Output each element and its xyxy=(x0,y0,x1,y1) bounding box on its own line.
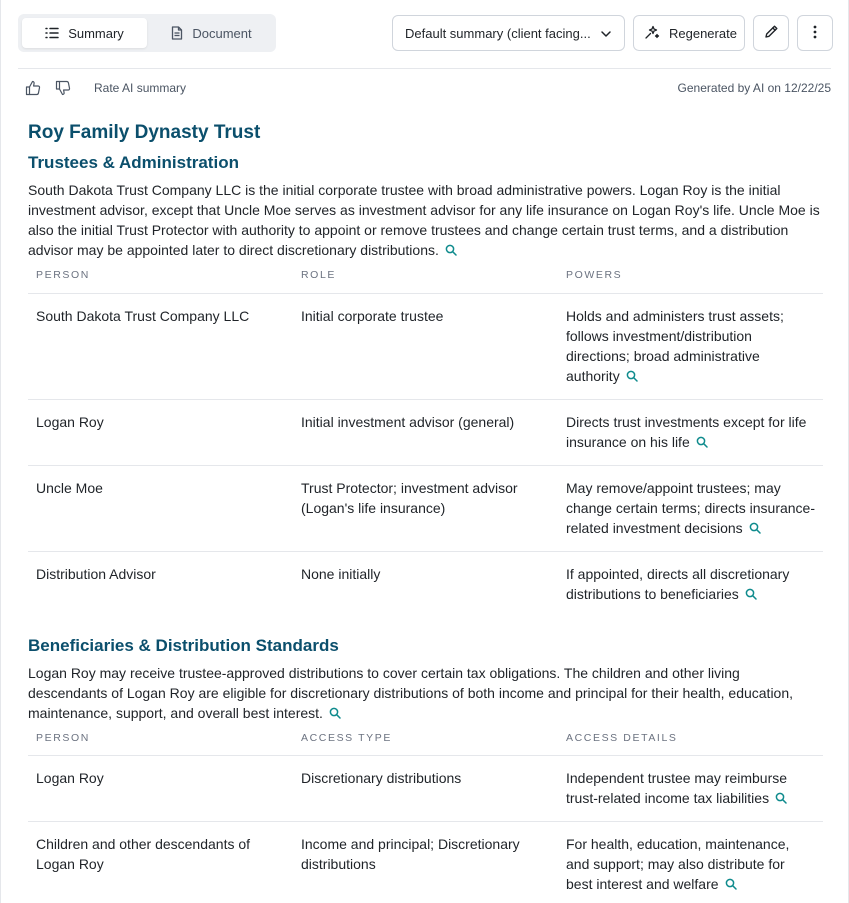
summary-type-select[interactable] xyxy=(392,15,625,51)
section-paragraph xyxy=(28,180,823,261)
search-icon[interactable] xyxy=(775,789,787,809)
chevron-down-icon xyxy=(600,26,612,41)
table-cell: Uncle Moe xyxy=(28,465,293,551)
table-cell xyxy=(558,756,823,822)
column-header: ACCESS TYPE xyxy=(293,732,558,756)
tab-summary-label: Summary xyxy=(68,25,124,41)
table-cell-text: May remove/appoint trustees; may change certain terms; directs insurance-related investment decisions xyxy=(566,479,815,536)
table-row xyxy=(28,551,823,617)
beneficiaries-table xyxy=(28,732,823,903)
list-icon xyxy=(45,27,59,39)
table-cell: Initial investment advisor (general) xyxy=(293,399,558,465)
table-cell xyxy=(558,822,823,903)
table-cell-text: If appointed, directs all discretionary distributions to beneficiaries xyxy=(566,565,790,602)
generated-timestamp: Generated by AI on 12/22/25 xyxy=(677,81,831,95)
table-cell-text: For health, education, maintenance, and support; may also distribute for best interest and welfare xyxy=(566,836,790,892)
table-cell: None initially xyxy=(301,565,381,582)
table-cell: Trust Protector; investment advisor (Logan's life insurance) xyxy=(293,465,558,551)
search-icon[interactable] xyxy=(745,585,757,605)
trustees-table xyxy=(28,269,823,617)
rating-bar xyxy=(25,78,831,98)
summary-title: Roy Family Dynasty Trust xyxy=(28,122,261,143)
column-header: POWERS xyxy=(558,269,823,293)
view-tabs xyxy=(18,14,276,52)
table-cell: Income and principal; Discretionary distributions xyxy=(301,836,520,872)
summary-content xyxy=(28,120,823,903)
document-icon xyxy=(171,26,183,40)
regenerate-button[interactable] xyxy=(633,15,745,51)
more-vertical-icon xyxy=(813,25,817,42)
thumbs-down-icon[interactable] xyxy=(55,80,71,96)
table-cell: Children and other descendants of Logan Roy xyxy=(36,836,251,872)
more-options-button[interactable] xyxy=(797,15,833,51)
table-cell: Distribution Advisor xyxy=(36,565,156,582)
table-header-row xyxy=(28,732,823,756)
table-cell xyxy=(558,293,823,399)
table-row xyxy=(28,756,823,822)
section-paragraph-text: Logan Roy may receive trustee-approved distributions to cover certain tax obligations. The children and other living descendants of Logan Roy are eligible for discretionary distributions of both income and principal for their health, education, maintenance, support, and overall best interest. xyxy=(28,664,794,721)
table-cell: Initial corporate trustee xyxy=(293,293,558,399)
edit-button[interactable] xyxy=(753,15,789,51)
table-cell xyxy=(558,399,823,465)
search-icon[interactable] xyxy=(626,367,638,387)
table-cell: Discretionary distributions xyxy=(293,756,558,822)
toolbar xyxy=(18,14,831,52)
section-heading: Beneficiaries & Distribution Standards xyxy=(28,635,339,655)
search-icon[interactable] xyxy=(445,241,457,261)
section-paragraph xyxy=(28,663,823,724)
tab-summary[interactable] xyxy=(22,18,147,48)
table-cell-text: Independent trustee may reimburse trust-related income tax liabilities xyxy=(566,770,788,806)
tab-document[interactable] xyxy=(151,18,272,48)
rate-ai-summary-label: Rate AI summary xyxy=(94,81,187,95)
section-paragraph-text: South Dakota Trust Company LLC is the initial corporate trustee with broad administrative powers. Logan Roy is the initial investment advisor, except that Uncle Moe serves as investment advisor for any life insurance on Logan Roy's life. Uncle Moe is also the initial Trust Protector with authority to appoint or remove trustees and change certain trust terms, and a distribution advisor may be appointed later to direct discretionary distributions. xyxy=(28,182,820,258)
column-header: PERSON xyxy=(28,732,293,756)
table-row xyxy=(28,465,823,551)
thumbs-up-icon[interactable] xyxy=(25,80,41,96)
table-cell xyxy=(558,465,823,551)
column-header: PERSON xyxy=(28,269,293,293)
section-heading: Trustees & Administration xyxy=(28,153,239,172)
table-cell: South Dakota Trust Company LLC xyxy=(28,293,293,399)
column-header: ROLE xyxy=(293,269,558,293)
regenerate-label: Regenerate xyxy=(669,25,737,41)
sparkle-icon xyxy=(644,24,660,43)
table-cell: Logan Roy xyxy=(28,399,293,465)
summary-type-value: Default summary (client facing... xyxy=(405,25,591,41)
search-icon[interactable] xyxy=(696,433,708,453)
table-cell-text: Holds and administers trust assets; follows investment/distribution directions; broad administrative authority xyxy=(566,307,784,384)
table-header-row xyxy=(28,269,823,293)
tab-document-label: Document xyxy=(192,25,252,41)
table-row xyxy=(28,399,823,465)
table-cell-text: Directs trust investments except for life insurance on his life xyxy=(566,413,807,450)
table-cell xyxy=(558,551,823,617)
pencil-icon xyxy=(764,24,779,42)
column-header: ACCESS DETAILS xyxy=(558,732,823,756)
table-row xyxy=(28,822,823,903)
toolbar-divider xyxy=(18,68,831,69)
table-row xyxy=(28,293,823,399)
search-icon[interactable] xyxy=(329,704,341,724)
search-icon[interactable] xyxy=(749,519,761,539)
search-icon[interactable] xyxy=(725,875,737,895)
table-cell: Logan Roy xyxy=(28,756,293,822)
